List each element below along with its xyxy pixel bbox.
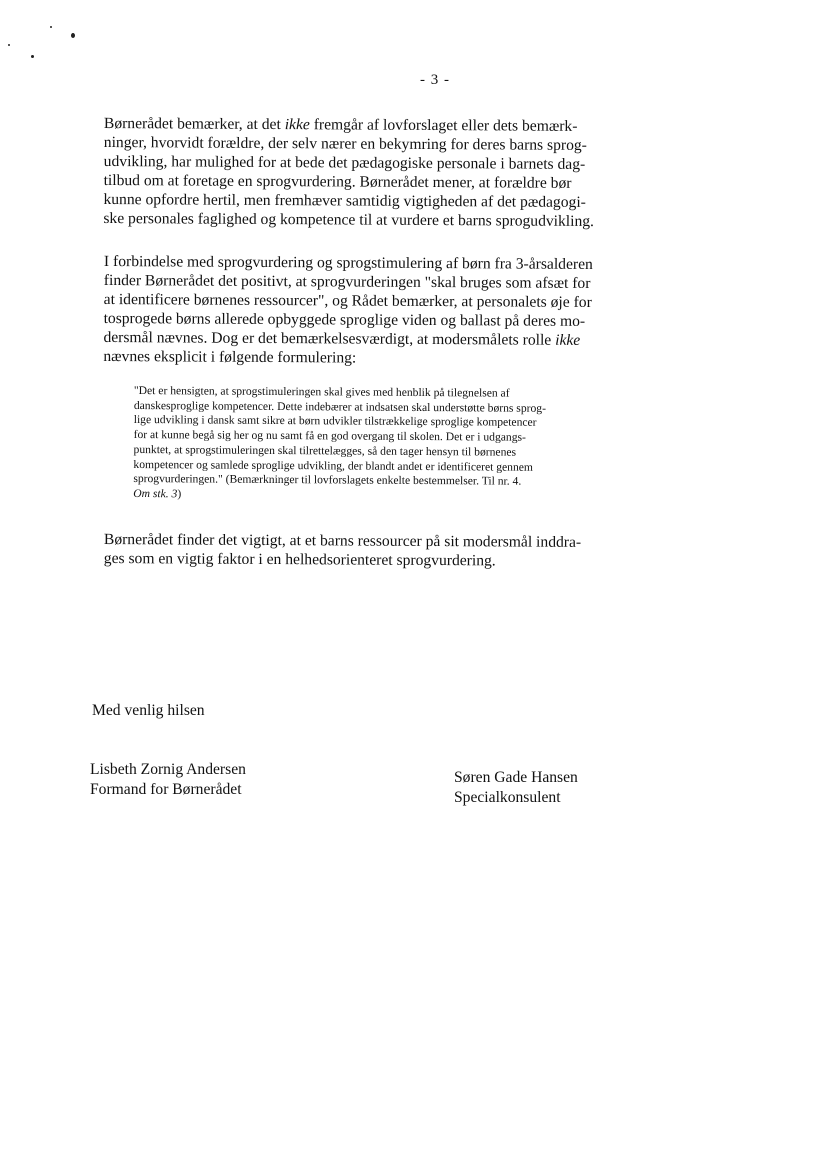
scan-speck bbox=[71, 33, 75, 38]
line-text: danskesproglige kompetencer. Dette indebærer at indsatsen skal understøtte børns sprog- bbox=[133, 398, 547, 415]
italic-text: Om stk. 3 bbox=[133, 486, 178, 501]
line-text: nævnes eksplicit i følgende formulering: bbox=[103, 347, 357, 367]
line-text: fremgår af lovforslaget eller dets bemærk- bbox=[309, 116, 578, 135]
scan-speck bbox=[8, 44, 10, 46]
line-text: for at kunne begå sig her og nu samt få en god overgang til skolen. Det er i udgangs- bbox=[133, 428, 526, 444]
paragraph-mother-tongue bbox=[104, 530, 634, 571]
italic-text: ikke bbox=[555, 331, 581, 349]
scan-speck bbox=[50, 26, 52, 28]
line-text: udvikling, har mulighed for at bede det pædagogiske personale i barnets dag- bbox=[103, 152, 586, 173]
scan-speck bbox=[31, 55, 34, 58]
text-line bbox=[133, 487, 633, 505]
line-text: Børnerådet finder det vigtigt, at et barns ressourcer på sit modersmål inddra- bbox=[103, 531, 582, 551]
line-text: ninger, hvorvidt forældre, der selv nærer en bekymring for deres barns sprog- bbox=[103, 133, 587, 154]
page-number: - 3 - bbox=[420, 72, 450, 88]
text-line bbox=[103, 347, 633, 369]
line-text: kunne opfordre hertil, men fremhæver samtidig vigtigheden af det pædagogi- bbox=[103, 190, 586, 211]
line-text: punktet, at sprogstimuleringen skal tilrettelægges, så den tager hensyn til børnenes bbox=[133, 442, 517, 459]
line-text: lige udvikling i dansk samt sikre at børn udvikler tilstrækkelige sproglige kompetencer bbox=[133, 413, 537, 430]
line-text: Børnerådet bemærker, at det bbox=[103, 114, 285, 134]
signer-title: Formand for Børnerådet bbox=[90, 781, 242, 798]
line-text: I forbindelse med sprogvurdering og sprogstimulering af børn fra 3-årsalderen bbox=[103, 252, 593, 273]
line-text: tosprogede børns allerede opbyggede sproglige viden og ballast på deres mo- bbox=[103, 309, 586, 330]
signer-title: Specialkonsulent bbox=[454, 789, 561, 806]
block-quote bbox=[133, 384, 634, 505]
line-text: ske personales faglighed og kompetence til at vurdere et barns sprogudvikling. bbox=[103, 209, 595, 230]
signature-block-left bbox=[90, 760, 246, 800]
line-text: kompetencer og samlede sproglige udvikling, der blandt andet er identificeret gennem bbox=[133, 457, 534, 474]
line-text: ges som en vigtig faktor i en helhedsorienteret sprogvurdering. bbox=[103, 549, 496, 570]
signature-block-right bbox=[454, 768, 578, 808]
signer-name: Søren Gade Hansen bbox=[454, 769, 578, 786]
line-text: at identificere børnenes ressourcer", og Rådet bemærker, at personalets øje for bbox=[103, 290, 592, 311]
italic-text: ikke bbox=[284, 116, 310, 134]
line-text: sprogvurderingen." (Bemærkninger til lovforslagets enkelte bestemmelser. Til nr. 4. bbox=[133, 472, 522, 488]
paragraph-language-assessment bbox=[103, 252, 634, 369]
paragraph-parental-request bbox=[103, 114, 634, 231]
line-text: tilbud om at foretage en sprogvurdering. Børnerådet mener, at forældre bør bbox=[103, 171, 572, 192]
line-text: finder Børnerådet det positivt, at sprogvurderingen "skal bruges som afsæt for bbox=[103, 271, 591, 292]
line-text: ) bbox=[177, 487, 182, 501]
line-text: dersmål nævnes. Dog er det bemærkelsesværdigt, at modersmålets rolle bbox=[103, 328, 556, 349]
line-text: "Det er hensigten, at sprogstimuleringen skal gives med henblik på tilegnelsen af bbox=[133, 384, 510, 400]
text-line bbox=[104, 549, 634, 571]
text-line bbox=[103, 209, 633, 231]
signer-name: Lisbeth Zornig Andersen bbox=[90, 761, 246, 778]
closing-salutation: Med venlig hilsen bbox=[92, 702, 205, 719]
